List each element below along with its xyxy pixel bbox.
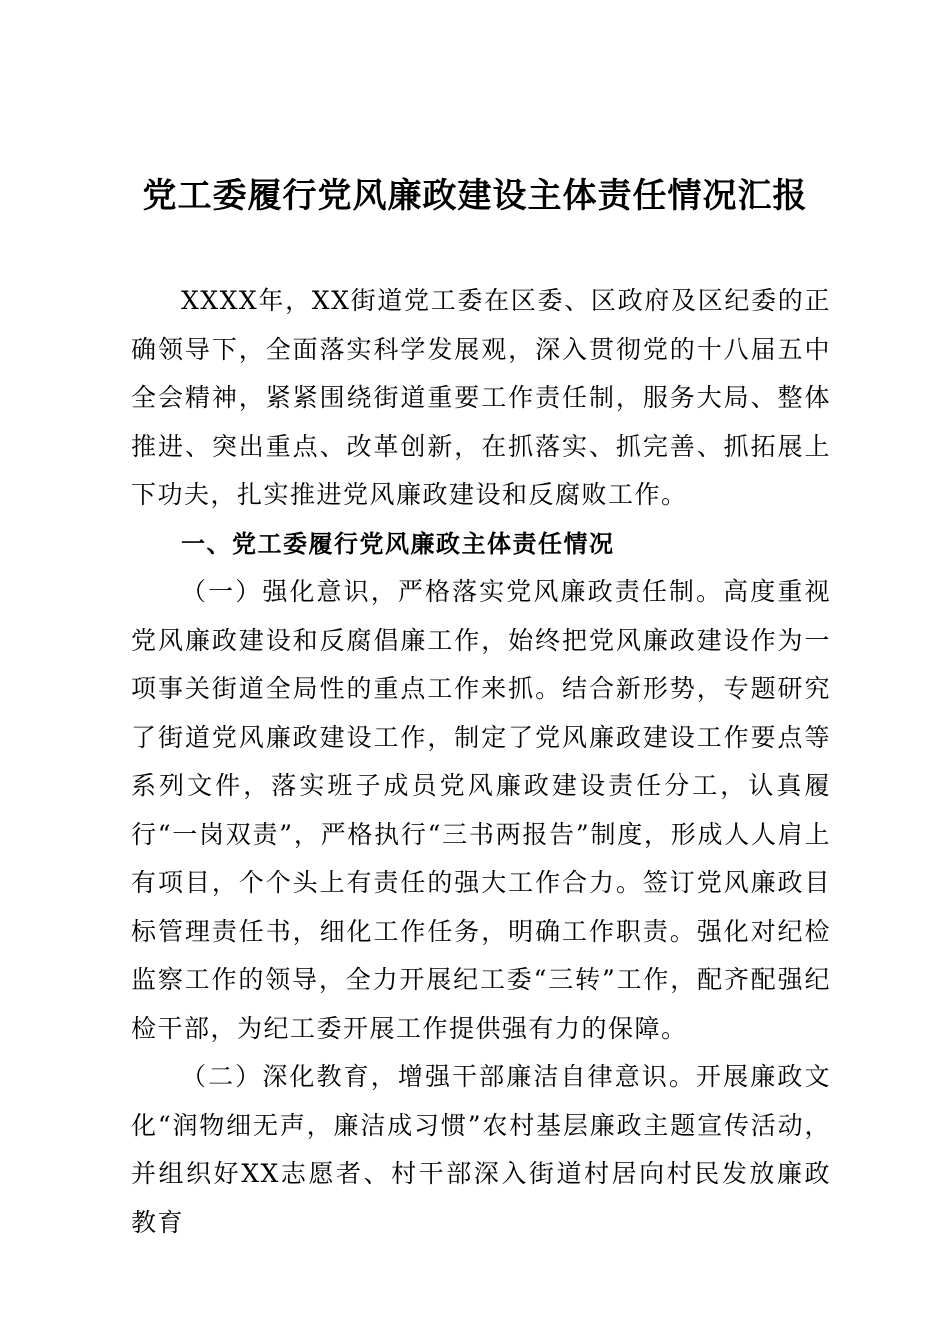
section-1-heading: 一、党工委履行党风廉政主体责任情况	[181, 529, 615, 558]
item-2-lead: （二）深化教育，增强干部廉洁自律意识。	[181, 1062, 697, 1091]
item-1-text: 高度重视党风廉政建设和反腐倡廉工作，始终把党风廉政建设作为一项事关街道全局性的重点工作来抓。结合新形势，专题研究了街道党风廉政建设工作，制定了党风廉政建设工作要点等系列文件，落实班子成员党风廉政建设责任分工，认真履行“一岗双责”，严格执行“三书两报告”制度，形成人人肩上有项目，个个头上有责任的强大工作合力。签订党风廉政目标管理责任书，细化工作任务，明确工作职责。强化对纪检监察工作的领导，全力开展纪工委“三转”工作，配齐配强纪检干部，为纪工委开展工作提供强有力的保障。	[131, 577, 831, 1043]
section-1-item-2-paragraph	[131, 1053, 831, 1247]
section-1-item-1-paragraph	[131, 568, 831, 1053]
intro-paragraph: XXXX年，XX街道党工委在区委、区政府及区纪委的正确领导下，全面落实科学发展观，深入贯彻党的十八届五中全会精神，紧紧围绕街道重要工作责任制，服务大局、整体推进、突出重点、改革创新，在抓落实、抓完善、抓拓展上下功夫，扎实推进党风廉政建设和反腐败工作。	[131, 286, 831, 509]
document-title: 党工委履行党风廉政建设主体责任情况汇报	[142, 176, 808, 216]
item-1-lead: （一）强化意识，严格落实党风廉政责任制。	[181, 577, 724, 606]
item-2-text: 开展廉政文化“润物细无声，廉洁成习惯”农村基层廉政主题宣传活动，并组织好XX志愿者、村干部深入街道村居向村民发放廉政教育	[131, 1062, 831, 1237]
document-body	[131, 277, 831, 1247]
